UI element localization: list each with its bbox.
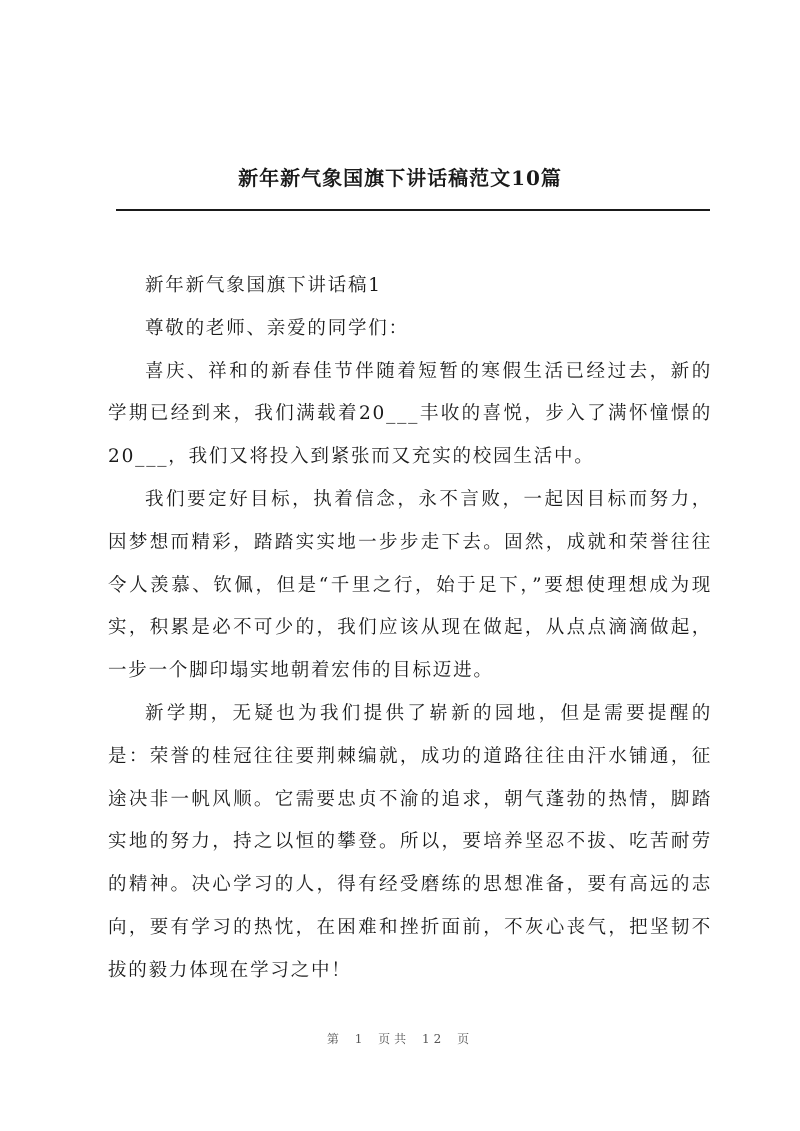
footer-prefix: 第 (326, 1032, 343, 1046)
document-title: 新年新气象国旗下讲话稿范文10篇 (238, 166, 562, 190)
document-body (108, 265, 712, 993)
footer-suffix: 页 (457, 1032, 474, 1046)
body-paragraph: 新学期，无疑也为我们提供了崭新的园地，但是需要提醒的是：荣誉的桂冠往往要荆棘编就，成功的道路往往由汗水铺通，征途决非一帆风顺。它需要忠贞不渝的追求，朝气蓬勃的热情，脚踏实地的努力，持之以恒的攀登。所以，要培养坚忍不拔、吃苦耐劳的精神。决心学习的人，得有经受磨练的思想准备，要有高远的志向，要有学习的热忱，在困难和挫折面前，不灰心丧气，把坚韧不拔的毅力体现在学习之中！ (108, 702, 712, 981)
salutation: 尊敬的老师、亲爱的同学们： (145, 317, 409, 339)
body-paragraph: 我们要定好目标，执着信念，永不言败，一起因目标而努力，因梦想而精彩，踏踏实实地一步步走下去。固然，成就和荣誉往往令人羡慕、钦佩，但是“千里之行，始于足下，”要想使理想成为现实，积累是必不可少的，我们应该从现在做起，从点点滴滴做起，一步一个脚印塌实地朝着宏伟的目标迈进。 (108, 488, 712, 682)
title-divider (116, 209, 710, 211)
page-footer (0, 1030, 800, 1047)
section-heading: 新年新气象国旗下讲话稿1 (145, 275, 382, 296)
footer-total-pages: 12 (422, 1032, 446, 1046)
body-paragraph: 喜庆、祥和的新春佳节伴随着短暂的寒假生活已经过去，新的学期已经到来，我们满载着20___丰收的喜悦，步入了满怀憧憬的20___，我们又将投入到紧张而又充实的校园生活中。 (108, 360, 712, 468)
footer-middle: 页共 (378, 1032, 411, 1046)
footer-current-page: 1 (354, 1032, 367, 1046)
